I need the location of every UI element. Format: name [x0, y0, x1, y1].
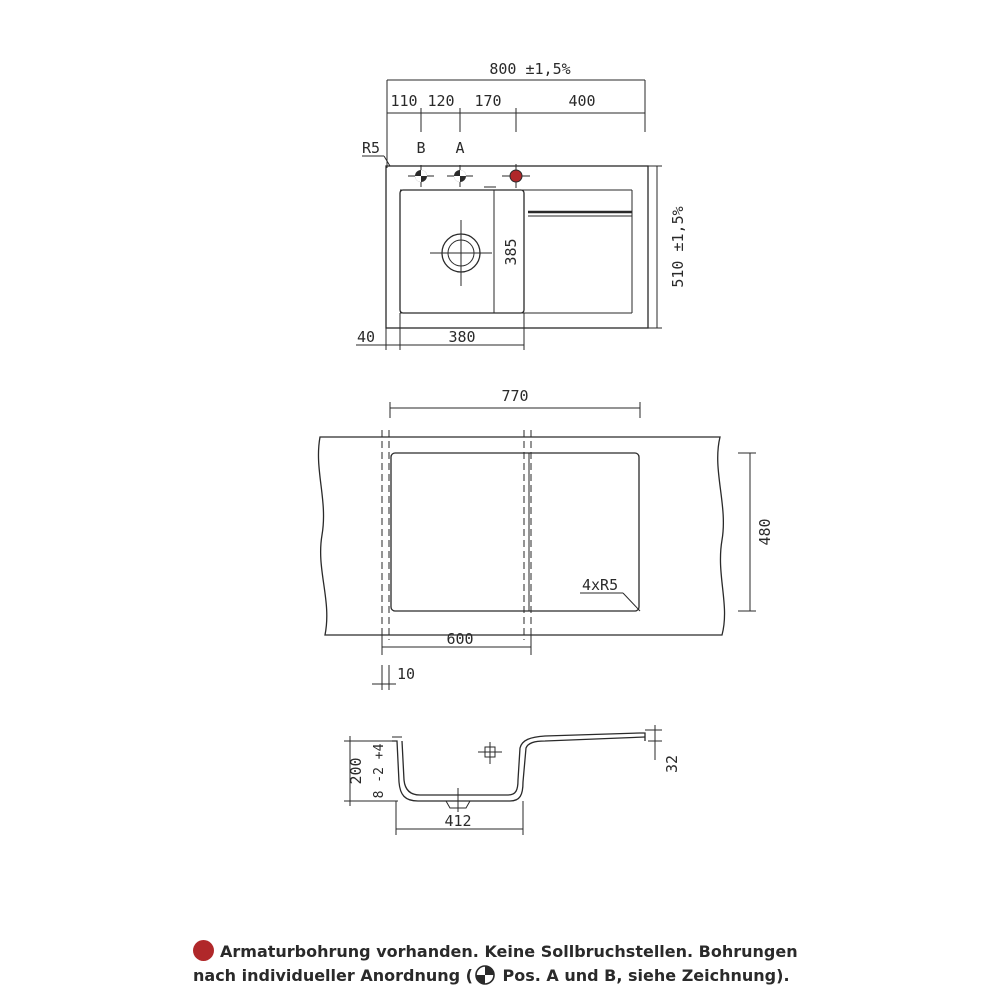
cutout-radius-label: 4xR5 — [582, 576, 619, 594]
hole-b-label: B — [416, 139, 426, 157]
position-b-icon — [408, 165, 434, 187]
spacing-170-label: 170 — [474, 92, 502, 110]
spacing-110-label: 110 — [390, 92, 418, 110]
section-tolerance-label: 8 -2 +4 — [372, 743, 387, 799]
legend-text-1: Armaturbohrung vorhanden. Keine Sollbruchstellen. Bohrungen — [220, 942, 798, 961]
drain-icon — [430, 220, 492, 286]
top-view — [356, 60, 687, 350]
edge-gap-label: 10 — [397, 665, 416, 683]
crosshair-quadrant-icon — [475, 965, 495, 985]
overall-width-label: 800 ±1,5% — [489, 60, 571, 78]
legend-line-2 — [193, 964, 833, 988]
red-dot-icon — [193, 940, 214, 961]
edge-offset-label: 40 — [357, 328, 376, 346]
cutout-width-label: 770 — [501, 387, 529, 405]
bowl-width-label: 380 — [448, 328, 476, 346]
position-a-icon — [447, 165, 473, 187]
overall-depth-label: 510 ±1,5% — [669, 206, 687, 288]
corner-radius-label: R5 — [362, 139, 381, 157]
tap-hole-red-icon — [502, 164, 530, 188]
legend-caption — [193, 940, 833, 988]
hole-a-label: A — [455, 139, 465, 157]
legend-text-2b: Pos. A und B, siehe Zeichnung). — [496, 966, 790, 985]
cutout-bowl-width-label: 600 — [446, 630, 474, 648]
section-height-label: 200 — [347, 757, 365, 785]
legend-text-2a: nach individueller Anordnung ( — [193, 966, 473, 985]
cutout-view — [318, 387, 774, 690]
spacing-400-label: 400 — [568, 92, 596, 110]
section-view — [344, 725, 681, 835]
rim-height-label: 32 — [663, 754, 681, 774]
bowl-depth-label: 385 — [502, 238, 520, 266]
bowl-bottom-width-label: 412 — [444, 812, 472, 830]
legend-line-1 — [193, 940, 833, 964]
spacing-120-label: 120 — [427, 92, 455, 110]
cutout-depth-label: 480 — [756, 518, 774, 546]
